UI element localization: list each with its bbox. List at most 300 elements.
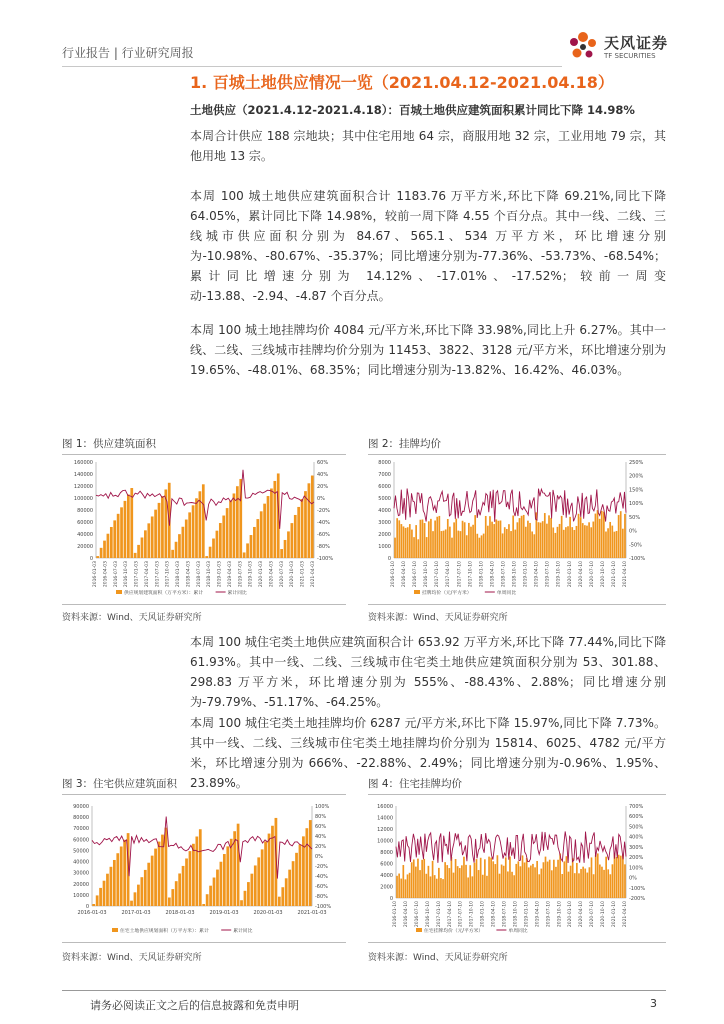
data-bar <box>614 854 616 898</box>
data-bar <box>309 820 312 906</box>
data-bar <box>147 863 150 906</box>
data-bar <box>175 542 178 558</box>
x-tick-label: 2016-04-10 <box>404 901 409 928</box>
data-bar <box>597 510 599 558</box>
data-bar <box>455 859 457 898</box>
data-bar <box>403 526 405 558</box>
data-bar <box>569 517 571 558</box>
data-bar <box>508 524 510 558</box>
data-bar <box>580 869 582 898</box>
data-bar <box>308 483 311 558</box>
data-bar <box>510 531 512 558</box>
data-bar <box>488 857 490 898</box>
data-bar <box>415 867 417 898</box>
x-tick-label: 2020-10-03 <box>290 561 296 588</box>
y-right-tick-label: 700% <box>629 804 644 810</box>
data-bar <box>500 520 502 558</box>
data-bar <box>123 840 126 906</box>
data-bar <box>189 851 192 906</box>
y-right-tick-label: -20% <box>317 508 330 514</box>
data-bar <box>432 531 434 558</box>
data-bar <box>515 864 517 898</box>
x-tick-label: 2017-10-03 <box>165 561 171 588</box>
data-bar <box>304 491 307 558</box>
data-bar <box>301 499 304 558</box>
y-left-tick-label: 3000 <box>378 520 391 526</box>
x-tick-label: 2017-01-03 <box>134 561 140 588</box>
data-bar <box>471 876 473 898</box>
data-bar <box>295 853 298 906</box>
y-right-tick-label: -100% <box>315 904 332 910</box>
data-bar <box>607 528 609 558</box>
data-bar <box>512 516 514 558</box>
data-bar <box>117 514 120 558</box>
data-bar <box>226 508 229 558</box>
company-logo <box>566 28 676 64</box>
data-bar <box>407 874 409 898</box>
y-left-tick-label: 6000 <box>380 861 393 868</box>
data-bar <box>622 529 624 558</box>
data-bar <box>557 527 559 558</box>
data-bar <box>441 531 443 558</box>
x-tick-label: 2017-01-10 <box>435 561 441 588</box>
data-bar <box>509 857 511 898</box>
data-bar <box>540 869 542 898</box>
figure-4-bottom-rule <box>368 942 666 943</box>
data-bar <box>267 496 270 558</box>
data-bar <box>297 507 300 558</box>
data-bar <box>250 535 253 558</box>
data-bar <box>592 522 594 558</box>
y-left-tick-label: 0 <box>387 556 391 562</box>
data-bar <box>568 872 570 898</box>
data-bar <box>220 862 223 906</box>
x-tick-label: 2017-04-10 <box>446 561 452 588</box>
data-bar <box>254 865 257 906</box>
data-bar <box>292 861 295 906</box>
data-bar <box>578 514 580 558</box>
y-right-tick-label: 300% <box>629 844 644 851</box>
legend-label-bar: 住宅挂牌均价（元/平方米） <box>424 929 484 934</box>
x-tick-label: 2020-01-10 <box>567 561 573 588</box>
x-tick-label: 2016-10-10 <box>425 901 431 928</box>
data-bar <box>542 521 544 558</box>
data-bar <box>402 865 404 898</box>
data-bar <box>413 859 415 898</box>
data-bar <box>513 875 515 898</box>
y-right-tick-label: -60% <box>317 532 330 538</box>
data-bar <box>522 855 524 898</box>
data-line-series <box>394 489 626 522</box>
data-bar <box>443 531 445 558</box>
data-bar <box>543 862 545 898</box>
data-bar <box>460 531 462 558</box>
data-bar <box>559 853 561 898</box>
data-bar <box>618 855 620 898</box>
y-right-tick-label: 60% <box>315 824 327 830</box>
data-bar <box>624 864 626 898</box>
data-bar <box>492 861 494 898</box>
data-bar <box>244 891 247 906</box>
data-bar <box>465 865 467 898</box>
data-bar <box>526 858 528 898</box>
data-bar <box>161 496 164 558</box>
data-bar <box>533 534 535 558</box>
data-bar <box>501 865 503 898</box>
data-bar <box>257 857 260 906</box>
data-bar <box>299 845 302 906</box>
data-bar <box>120 846 123 906</box>
page-number: 3 <box>650 997 657 1010</box>
legend-label-bar: 供应规划建筑面积（万平方米）：累计 <box>124 591 204 596</box>
data-bar <box>268 834 271 906</box>
y-left-tick-label: 8000 <box>380 850 393 856</box>
data-bar <box>474 515 476 558</box>
data-bar <box>582 523 584 558</box>
data-bar <box>599 864 601 898</box>
y-left-tick-label: 40000 <box>73 859 89 866</box>
x-tick-label: 2020-01-03 <box>253 910 283 916</box>
y-right-tick-label: 400% <box>629 834 644 841</box>
data-bar <box>154 510 157 558</box>
data-bar <box>503 866 505 898</box>
data-bar <box>550 518 552 558</box>
x-tick-label: 2018-04-10 <box>491 901 497 928</box>
data-bar <box>457 531 459 558</box>
data-bar <box>192 844 195 906</box>
data-bar <box>616 531 618 558</box>
data-bar <box>451 538 453 558</box>
data-bar <box>195 498 198 558</box>
data-bar <box>573 530 575 558</box>
figure-1-title: 图 1：供应建筑面积 <box>62 438 157 450</box>
data-bar <box>182 866 185 906</box>
x-tick-label: 2021-04-03 <box>311 561 316 588</box>
x-tick-label: 2020-04-10 <box>579 901 585 928</box>
data-bar <box>212 538 215 558</box>
data-bar <box>514 530 516 558</box>
data-bar <box>107 534 110 558</box>
figure-1-top-rule <box>62 454 346 455</box>
figure-1-source: 资料来源：Wind、天风证券研究所 <box>62 613 202 623</box>
x-tick-label: 2021-04-10 <box>623 901 628 928</box>
x-tick-label: 2021-04-10 <box>623 561 628 588</box>
data-bar <box>141 537 144 558</box>
y-right-tick-label: 40% <box>317 472 329 478</box>
data-bar <box>120 507 123 558</box>
x-tick-label: 2021-01-03 <box>297 910 327 916</box>
data-bar <box>185 520 188 558</box>
x-tick-label: 2021-01-03 <box>300 561 306 588</box>
data-bar <box>130 901 133 906</box>
paragraph-listing-price: 本周 100 城土地挂牌均价 4084 元/平方米,环比下降 33.98%,同比上升 6.27%。其中一线、二线、三线城市挂牌均价分别为 11453、3822、3128 元/平方米，环比增速分别为 19.65%、-48.01%、68.35%；同比增速分别为-13.82%、16.42%、46.03%。 <box>190 323 666 377</box>
data-bar <box>529 523 531 558</box>
data-bar <box>202 484 205 558</box>
x-tick-label: 2021-01-10 <box>612 561 617 588</box>
x-tick-label: 2018-04-03 <box>186 561 192 588</box>
figure-2-bottom-rule <box>368 604 666 605</box>
x-tick-label: 2016-10-03 <box>124 561 130 588</box>
figure-3-title: 图 3：住宅供应建筑面积 <box>62 778 178 790</box>
y-right-tick-label: -100% <box>629 556 646 562</box>
paragraph-residential-price: 本周 100 城住宅类土地挂牌均价 6287 元/平方米,环比下降 15.97%,同比下降 7.73%。其中一线、二线、三线城市住宅类土地挂牌均价分别为 15814、6025、4782 元/平方米，环比增速分别为 666%、-22.88%、2.49%；同比增速分别为-0.96%、1.95%、23.89%。 <box>190 716 666 790</box>
data-bar <box>236 486 239 558</box>
data-bar <box>425 874 427 898</box>
data-bar <box>495 519 497 558</box>
figure-3-source: 资料来源：Wind、天风证券研究所 <box>62 953 202 963</box>
y-left-tick-label: 6000 <box>378 484 391 490</box>
x-tick-label: 2017-04-10 <box>447 901 453 928</box>
data-bar <box>113 520 116 558</box>
data-bar <box>519 518 521 558</box>
y-right-tick-label: -80% <box>317 544 330 550</box>
data-bar <box>407 527 409 558</box>
x-tick-label: 2020-01-10 <box>568 901 574 928</box>
data-bar <box>597 853 599 898</box>
data-bar <box>411 862 413 898</box>
x-tick-label: 2018-07-10 <box>501 561 507 588</box>
data-bar <box>601 867 603 898</box>
data-bar <box>528 867 530 898</box>
x-tick-label: 2019-07-10 <box>546 901 552 928</box>
data-bar <box>531 531 533 558</box>
legend-bar-swatch <box>116 590 122 594</box>
data-bar <box>603 512 605 558</box>
x-tick-label: 2017-04-03 <box>144 561 150 588</box>
y-left-tick-label: 10000 <box>377 838 393 845</box>
y-left-tick-label: 2000 <box>378 532 391 538</box>
x-tick-label: 2016-04-10 <box>402 561 407 588</box>
y-left-tick-label: 50000 <box>73 848 89 855</box>
y-left-tick-label: 16000 <box>377 804 393 810</box>
data-bar <box>229 501 232 558</box>
data-bar <box>449 527 451 558</box>
data-bar <box>609 874 611 898</box>
data-bar <box>544 513 546 558</box>
data-bar <box>469 865 471 898</box>
data-bar <box>409 524 411 558</box>
data-bar <box>557 860 559 898</box>
y-right-tick-label: -40% <box>317 520 330 526</box>
data-bar <box>290 523 293 558</box>
data-bar <box>586 526 588 558</box>
data-bar <box>428 866 430 898</box>
data-bar <box>284 540 287 558</box>
x-tick-label: 2016-07-10 <box>414 901 420 928</box>
data-bar <box>171 550 174 558</box>
x-tick-label: 2020-10-10 <box>600 561 606 588</box>
section-summary: 土地供应（2021.4.12-2021.4.18）：百城土地供应建筑面积累计同比下降 14.98% <box>190 103 635 117</box>
x-tick-label: 2017-01-03 <box>121 910 151 916</box>
data-bar <box>426 537 428 558</box>
data-bar <box>278 897 281 906</box>
data-bar <box>270 488 273 558</box>
data-bar <box>96 556 99 558</box>
data-bar <box>502 533 504 558</box>
y-right-tick-label: 0% <box>629 875 637 882</box>
data-bar <box>263 504 266 558</box>
y-left-tick-label: 60000 <box>73 837 89 844</box>
data-bar <box>457 866 459 898</box>
x-tick-label: 2020-07-10 <box>589 561 595 588</box>
data-bar <box>464 522 466 558</box>
data-bar <box>175 881 178 906</box>
figure-3-bottom-rule <box>62 942 346 943</box>
data-bar <box>574 873 576 898</box>
y-left-tick-label: 0 <box>89 556 93 562</box>
data-bar <box>485 516 487 558</box>
data-bar <box>493 524 495 558</box>
data-bar <box>563 530 565 558</box>
data-bar <box>420 520 422 558</box>
data-bar <box>281 887 284 906</box>
figure-1-bottom-rule <box>62 604 346 605</box>
data-bar <box>476 859 478 898</box>
x-tick-label: 2016-01-03 <box>93 561 98 588</box>
data-bar <box>394 538 396 558</box>
y-left-tick-label: 12000 <box>377 827 393 833</box>
data-bar <box>497 855 499 898</box>
data-bar <box>463 857 465 898</box>
x-tick-label: 2019-01-03 <box>209 910 239 916</box>
figure-3-top-rule <box>62 794 346 795</box>
data-bar <box>134 892 137 906</box>
data-bar <box>447 519 449 558</box>
figure-4-chart <box>368 798 666 938</box>
data-bar <box>92 904 95 906</box>
y-right-tick-label: 80% <box>315 814 327 820</box>
data-bar <box>396 518 398 558</box>
y-right-tick-label: -80% <box>315 894 328 900</box>
data-bar <box>534 867 536 898</box>
x-tick-label: 2017-07-10 <box>457 561 463 588</box>
data-bar <box>593 874 595 898</box>
y-left-tick-label: 20000 <box>73 881 89 888</box>
y-left-tick-label: 4000 <box>378 508 391 514</box>
y-right-tick-label: 150% <box>629 487 644 494</box>
data-bar <box>591 857 593 898</box>
data-bar <box>188 512 191 558</box>
legend-bar-swatch <box>112 928 118 932</box>
y-left-tick-label: 14000 <box>377 815 393 822</box>
x-tick-label: 2018-01-03 <box>165 910 195 916</box>
data-bar <box>565 527 567 558</box>
y-right-tick-label: 0% <box>629 528 637 535</box>
data-bar <box>476 534 478 558</box>
paragraph-parcels: 本周合计供应 188 宗地块；其中住宅用地 64 宗，商服用地 32 宗，工业用地 79 宗，其他用地 13 宗。 <box>190 129 666 163</box>
data-bar <box>438 868 440 898</box>
y-left-tick-label: 40000 <box>77 532 93 538</box>
data-bar <box>445 529 447 558</box>
data-bar <box>151 856 154 906</box>
data-bar <box>440 878 442 898</box>
y-left-tick-label: 0 <box>85 904 89 910</box>
data-bar <box>401 524 403 558</box>
data-bar <box>622 854 624 898</box>
data-bar <box>605 532 607 558</box>
data-bar <box>572 858 574 898</box>
data-bar <box>417 859 419 898</box>
data-bar <box>582 867 584 898</box>
legend-label-bar: 挂牌均价（元/平方米） <box>422 591 472 596</box>
data-bar <box>253 527 256 558</box>
data-bar <box>422 520 424 558</box>
figure-2-top-rule <box>368 454 666 455</box>
data-bar <box>589 867 591 898</box>
data-bar <box>545 857 547 898</box>
data-bar <box>305 828 308 906</box>
data-bar <box>110 867 113 906</box>
data-bar <box>599 519 601 558</box>
figure-2-source: 资料来源：Wind、天风证券研究所 <box>368 613 508 623</box>
x-tick-label: 2018-01-03 <box>176 561 181 588</box>
data-bar <box>532 864 534 898</box>
data-bar <box>256 519 259 558</box>
data-bar <box>247 882 250 906</box>
data-bar <box>444 862 446 898</box>
data-bar <box>240 900 243 906</box>
data-bar <box>96 895 99 906</box>
x-tick-label: 2018-01-10 <box>480 901 486 928</box>
data-bar <box>561 874 563 898</box>
data-bar <box>137 885 140 906</box>
y-right-tick-label: 200% <box>629 855 644 862</box>
data-bar <box>219 523 222 558</box>
data-bar <box>616 857 618 898</box>
legend-label-line: 累计同比 <box>233 929 253 934</box>
data-bar <box>134 553 137 558</box>
data-bar <box>607 869 609 898</box>
data-bar <box>561 516 563 558</box>
data-bar <box>405 528 407 558</box>
y-right-tick-label: 60% <box>317 460 329 466</box>
data-bar <box>405 879 407 898</box>
x-tick-label: 2019-07-10 <box>545 561 551 588</box>
y-right-tick-label: -60% <box>315 884 328 890</box>
logo-subtext: TF SECURITIES <box>604 52 656 60</box>
x-tick-label: 2019-10-03 <box>248 561 254 588</box>
logo-text: 天风证券 <box>604 34 669 52</box>
data-bar <box>264 841 267 906</box>
x-tick-label: 2020-10-10 <box>601 901 607 928</box>
data-bar <box>538 522 540 558</box>
data-bar <box>424 523 426 558</box>
data-bar <box>611 526 613 558</box>
x-tick-label: 2019-01-03 <box>217 561 223 588</box>
data-bar <box>178 873 181 906</box>
data-bar <box>478 870 480 898</box>
data-bar <box>226 846 229 906</box>
data-bar <box>470 527 472 558</box>
data-bar <box>603 870 605 898</box>
x-tick-label: 2019-04-10 <box>534 561 540 588</box>
data-bar <box>243 552 246 558</box>
footer-divider <box>62 990 666 991</box>
data-bar <box>398 874 400 898</box>
x-tick-label: 2020-04-03 <box>269 561 275 588</box>
data-bar <box>237 824 240 906</box>
data-bar <box>555 533 557 558</box>
data-bar <box>609 522 611 558</box>
section-title: 1. 百城土地供应情况一览（2021.04.12-2021.04.18） <box>190 73 614 92</box>
y-right-tick-label: -200% <box>629 896 646 902</box>
data-bar <box>536 861 538 898</box>
data-bar <box>216 870 219 906</box>
data-bar <box>280 549 283 558</box>
data-bar <box>216 531 219 558</box>
data-bar <box>223 854 226 906</box>
data-bar <box>434 520 436 558</box>
